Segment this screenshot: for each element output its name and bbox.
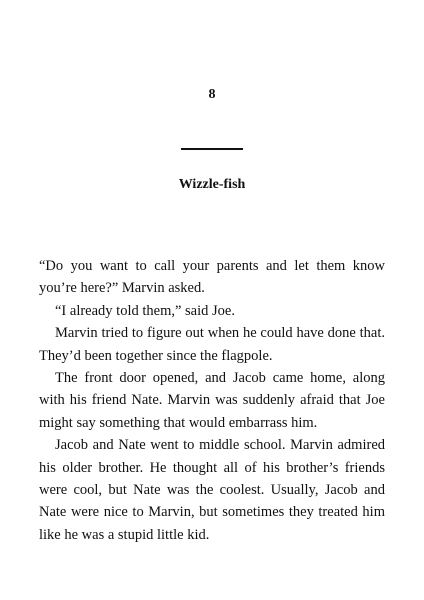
paragraph-2: “I already told them,” said Joe.: [55, 302, 235, 319]
chapter-number: 8: [208, 87, 216, 102]
chapter-title: Wizzle-fish: [178, 177, 246, 192]
chapter-body: [39, 255, 385, 546]
paragraph-4: The front door opened, and Jacob came home, along with his friend Nate. Marvin was suddenly afraid that Joe might say something that would embarrass him.: [39, 370, 385, 431]
chapter-divider: [181, 148, 243, 150]
paragraph-5: Jacob and Nate went to middle school. Marvin admired his older brother. He thought all of his brother’s friends were cool, but Nate was the coolest. Usually, Jacob and Nate were nice to Marvin, but sometimes they treated him like he was a stupid little kid.: [39, 437, 385, 543]
paragraph-1: “Do you want to call your parents and let them know you’re here?” Marvin asked.: [39, 258, 385, 297]
paragraph-3: Marvin tried to figure out when he could have done that. They’d been together since the flagpole.: [39, 325, 385, 364]
